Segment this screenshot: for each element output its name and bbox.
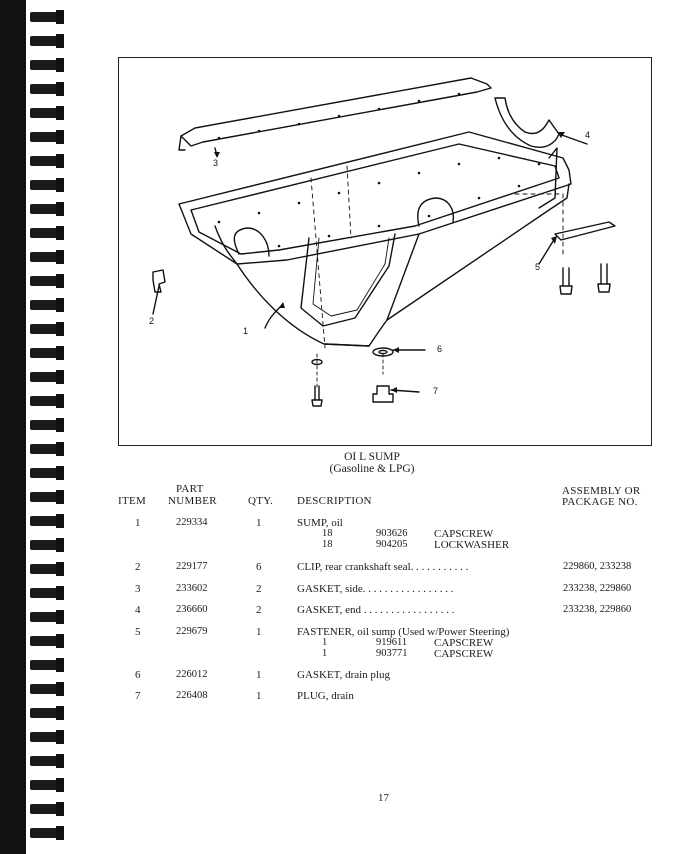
- oil-sump-diagram: [118, 57, 652, 446]
- row-4-qty: 2: [256, 604, 262, 616]
- binding-coil: [30, 348, 60, 358]
- row-5-sub-1-desc: CAPSCREW: [434, 637, 494, 649]
- binding-hole: [56, 634, 64, 648]
- callout-4: 4: [585, 130, 591, 140]
- row-4-assembly: 233238, 229860: [563, 604, 632, 615]
- row-3-assembly: 233238, 229860: [563, 583, 632, 594]
- binding-coil: [30, 12, 60, 22]
- row-7-item: 7: [135, 690, 141, 702]
- row-5-sub-2-part: 903771: [376, 648, 408, 659]
- binding-hole: [56, 778, 64, 792]
- row-3-item: 3: [135, 583, 141, 595]
- binding-coil: [30, 588, 60, 598]
- binding-coil: [30, 252, 60, 262]
- row-2-assembly: 229860, 233238: [563, 561, 632, 572]
- binding-hole: [56, 418, 64, 432]
- binding-hole: [56, 370, 64, 384]
- row-1-sub-2-qty: 18: [322, 539, 333, 550]
- binding-hole: [56, 754, 64, 768]
- binding-coil: [30, 756, 60, 766]
- binding-hole: [56, 682, 64, 696]
- binding-coil: [30, 612, 60, 622]
- exploded-view-illustration: [119, 58, 650, 444]
- row-7-part: 226408: [176, 690, 208, 701]
- binding-hole: [56, 514, 64, 528]
- row-5-part: 229679: [176, 626, 208, 637]
- binding-hole: [56, 58, 64, 72]
- row-5-sub-2-desc: CAPSCREW: [434, 648, 494, 660]
- binding-hole: [56, 130, 64, 144]
- header-qty: QTY.: [248, 495, 274, 507]
- binding-hole: [56, 706, 64, 720]
- oil-sump-fastener: [555, 222, 615, 240]
- row-1-part: 229334: [176, 517, 208, 528]
- binding-coil: [30, 300, 60, 310]
- binding-hole: [56, 10, 64, 24]
- row-1-sub-2-part: 904205: [376, 539, 408, 550]
- callout-3: 3: [213, 158, 219, 168]
- header-assembly-line1: ASSEMBLY OR: [562, 485, 641, 497]
- binding-coil: [30, 516, 60, 526]
- binding-hole: [56, 178, 64, 192]
- binding-coil: [30, 204, 60, 214]
- row-6-part: 226012: [176, 669, 208, 680]
- binding-coil: [30, 732, 60, 742]
- side-gasket: [181, 78, 491, 146]
- row-1-item: 1: [135, 517, 141, 529]
- row-2-part: 229177: [176, 561, 208, 572]
- binding-coil: [30, 180, 60, 190]
- row-5-sub-1-qty: 1: [322, 637, 328, 648]
- row-1-sub-1-qty: 18: [322, 528, 333, 539]
- binding-hole: [56, 490, 64, 504]
- row-7-description: PLUG, drain: [297, 690, 354, 702]
- header-part-line2: NUMBER: [168, 495, 217, 507]
- binding-hole: [56, 274, 64, 288]
- callout-7: 7: [433, 386, 439, 396]
- callout-1: 1: [243, 326, 249, 336]
- binding-hole: [56, 82, 64, 96]
- row-6-item: 6: [135, 669, 141, 681]
- row-1-qty: 1: [256, 517, 262, 529]
- row-3-qty: 2: [256, 583, 262, 595]
- binding-coil: [30, 780, 60, 790]
- binding-hole: [56, 154, 64, 168]
- figure-subtitle: (Gasoline & LPG): [329, 463, 415, 475]
- row-2-item: 2: [135, 561, 141, 573]
- binding-coil: [30, 492, 60, 502]
- binding-coil: [30, 324, 60, 334]
- binding-hole: [56, 610, 64, 624]
- row-4-item: 4: [135, 604, 141, 616]
- binding-coil: [30, 132, 60, 142]
- binding-hole: [56, 226, 64, 240]
- row-6-description: GASKET, drain plug: [297, 669, 390, 681]
- binding-hole: [56, 538, 64, 552]
- row-1-sub-1-part: 903626: [376, 528, 408, 539]
- binding-hole: [56, 730, 64, 744]
- drain-plug: [373, 386, 393, 402]
- binding-coil: [30, 36, 60, 46]
- row-5-sub-2-qty: 1: [322, 648, 328, 659]
- binding-hole: [56, 202, 64, 216]
- binding-hole: [56, 802, 64, 816]
- spiral-binding: [0, 0, 70, 854]
- binding-hole: [56, 106, 64, 120]
- binding-coil: [30, 396, 60, 406]
- binding-coil: [30, 684, 60, 694]
- binding-coil: [30, 420, 60, 430]
- row-1-sub-2-desc: LOCKWASHER: [434, 539, 510, 551]
- binding-coil: [30, 804, 60, 814]
- row-6-qty: 1: [256, 669, 262, 681]
- row-1-sub-1-desc: CAPSCREW: [434, 528, 494, 540]
- binding-coil: [30, 540, 60, 550]
- row-5-item: 5: [135, 626, 141, 638]
- row-5-description: FASTENER, oil sump (Used w/Power Steering): [297, 626, 510, 638]
- binding-hole: [56, 394, 64, 408]
- binding-coil: [30, 84, 60, 94]
- binding-coil: [30, 276, 60, 286]
- page-number: 17: [378, 792, 389, 804]
- binding-coil: [30, 828, 60, 838]
- row-3-description: GASKET, side. . . . . . . . . . . . . . . . .: [297, 583, 454, 595]
- row-4-description: GASKET, end . . . . . . . . . . . . . . . . .: [297, 604, 455, 616]
- binding-coil: [30, 372, 60, 382]
- binding-coil: [30, 564, 60, 574]
- binding-coil: [30, 228, 60, 238]
- binding-hole: [56, 322, 64, 336]
- binding-coil: [30, 60, 60, 70]
- callout-2: 2: [149, 316, 155, 326]
- row-5-qty: 1: [256, 626, 262, 638]
- header-item: ITEM: [118, 495, 147, 507]
- binding-hole: [56, 658, 64, 672]
- binding-hole: [56, 562, 64, 576]
- end-gasket: [495, 98, 559, 147]
- callout-5: 5: [535, 262, 541, 272]
- binding-hole: [56, 34, 64, 48]
- row-3-part: 233602: [176, 583, 208, 594]
- row-5-sub-1-part: 919611: [376, 637, 408, 648]
- callout-6: 6: [437, 344, 443, 354]
- binding-coil: [30, 708, 60, 718]
- row-4-part: 236660: [176, 604, 208, 615]
- figure-title: OI L SUMP: [344, 451, 400, 463]
- binding-hole: [56, 586, 64, 600]
- binding-hole: [56, 250, 64, 264]
- binding-hole: [56, 346, 64, 360]
- row-1-description: SUMP, oil: [297, 517, 343, 529]
- binding-coil: [30, 108, 60, 118]
- row-7-qty: 1: [256, 690, 262, 702]
- header-description: DESCRIPTION: [297, 495, 372, 507]
- header-part-line1: PART: [176, 483, 204, 495]
- binding-coil: [30, 156, 60, 166]
- binding-coil: [30, 660, 60, 670]
- header-assembly-line2: PACKAGE NO.: [562, 496, 638, 508]
- binding-hole: [56, 298, 64, 312]
- row-2-qty: 6: [256, 561, 262, 573]
- binding-coil: [30, 636, 60, 646]
- row-2-description: CLIP, rear crankshaft seal. . . . . . . . . . .: [297, 561, 469, 573]
- binding-hole: [56, 826, 64, 840]
